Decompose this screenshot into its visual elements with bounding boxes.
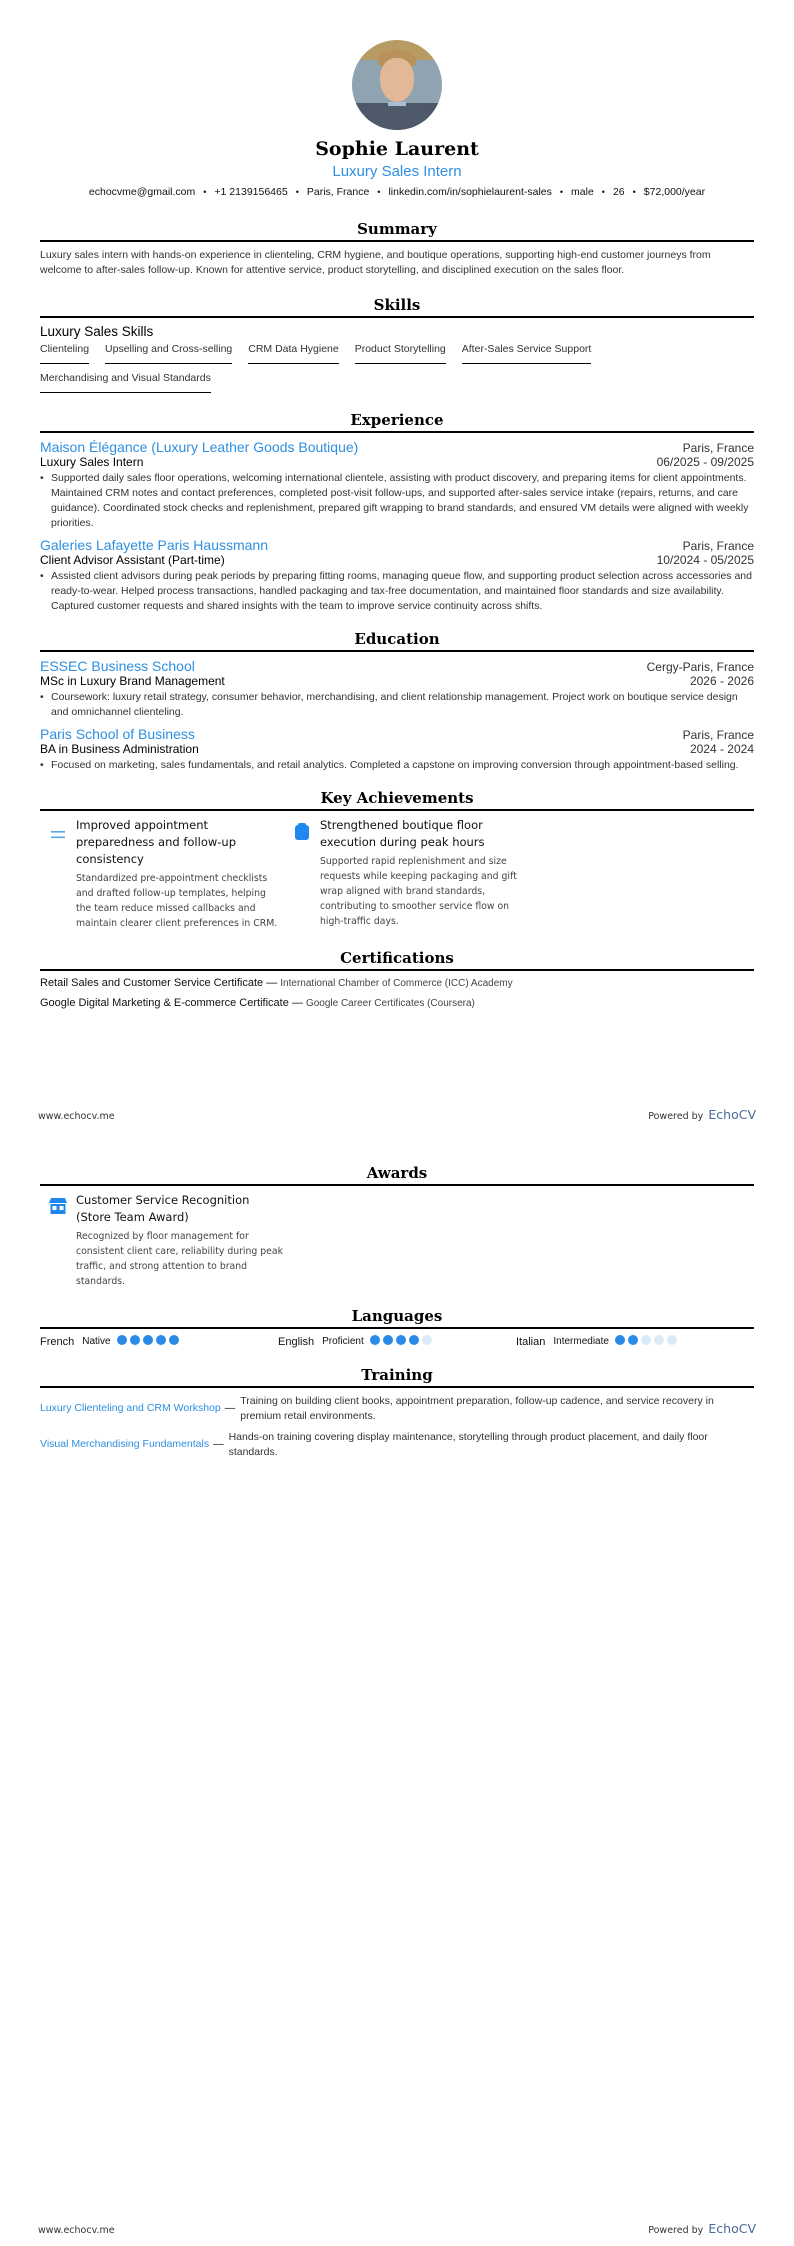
bullet-dot: • (40, 472, 44, 484)
footer-url[interactable]: www.echocv.me (38, 2225, 115, 2236)
skill-tag: CRM Data Hygiene (248, 343, 338, 364)
language-rating (117, 1335, 182, 1348)
section-title-skills: Skills (40, 296, 754, 318)
store-icon (49, 1198, 67, 1214)
certification-item (40, 977, 754, 989)
separator-dot: • (559, 187, 564, 197)
certification-item (40, 997, 754, 1009)
certification-name: Retail Sales and Customer Service Certificate (40, 977, 264, 989)
achievement-card (284, 817, 528, 931)
company-location: Paris, France (682, 441, 754, 455)
language-name: Italian (516, 1335, 546, 1348)
language-item (40, 1335, 278, 1348)
education-entry (40, 658, 754, 720)
contact-age: 26 (612, 186, 625, 198)
training-name[interactable]: Visual Merchandising Fundamentals (40, 1438, 210, 1450)
languages-list (40, 1335, 754, 1348)
company-location: Paris, France (682, 539, 754, 553)
section-title-training: Training (40, 1366, 754, 1388)
section-title-certifications: Certifications (40, 949, 754, 971)
avatar-shirt (366, 106, 428, 130)
rating-dot-filled (143, 1335, 153, 1345)
skill-tag: Product Storytelling (355, 343, 446, 364)
contact-line (0, 186, 794, 198)
dash-separator: — (291, 997, 303, 1009)
resume-header (0, 0, 794, 198)
award-desc: Recognized by floor management for consistent client care, reliability during peak traffic, and strong attention to brand standards. (76, 1231, 283, 1287)
candidate-name: Sophie Laurent (315, 138, 479, 160)
equals-lines-icon (51, 831, 65, 839)
separator-dot: • (377, 187, 381, 197)
language-rating (615, 1335, 680, 1348)
education-header-row (40, 658, 754, 674)
skill-tag: Upselling and Cross-selling (105, 343, 232, 364)
dash-separator: — (266, 977, 278, 989)
language-level: Proficient (322, 1336, 364, 1347)
section-title-summary: Summary (40, 220, 754, 242)
certification-name: Google Digital Marketing & E-commerce Certificate (40, 997, 289, 1009)
achievement-desc: Standardized pre-appointment checklists and drafted follow-up templates, helping the team reduce missed callbacks and maintain clearer client preferences in CRM. (76, 873, 278, 929)
education-bullet-text: Focused on marketing, sales fundamentals, and retail analytics. Completed a capstone on improving conversion through appointment-based selling. (51, 759, 739, 771)
achievement-icon-wrap (284, 817, 320, 931)
language-item (278, 1335, 516, 1348)
training-name[interactable]: Luxury Clienteling and CRM Workshop (40, 1402, 221, 1414)
education-degree-row (40, 674, 754, 688)
skills-section (40, 296, 754, 393)
rating-dot-filled (169, 1335, 179, 1345)
award-icon-wrap (40, 1192, 76, 1289)
rating-dot-empty (422, 1335, 432, 1345)
achievement-card (40, 817, 284, 931)
school-name[interactable]: ESSEC Business School (40, 658, 195, 674)
experience-entry (40, 439, 754, 531)
company-name[interactable]: Maison Élégance (Luxury Leather Goods Boutique) (40, 439, 359, 455)
language-item (516, 1335, 754, 1348)
rating-dot-filled (130, 1335, 140, 1345)
certification-issuer: International Chamber of Commerce (ICC) Academy (280, 978, 513, 989)
dash-separator: — (224, 1402, 236, 1414)
degree-name: MSc in Luxury Brand Management (40, 674, 225, 688)
powered-by-label: Powered by (648, 1111, 704, 1122)
skills-list (40, 343, 754, 393)
contact-linkedin[interactable]: linkedin.com/in/sophielaurent-sales (388, 186, 552, 198)
job-bullet (40, 471, 754, 531)
job-dates: 10/2024 - 05/2025 (656, 553, 754, 567)
language-name: English (278, 1335, 315, 1348)
experience-section (40, 411, 754, 614)
brand-logo[interactable]: EchoCV (708, 1107, 756, 1122)
contact-email[interactable]: echocvme@gmail.com (88, 186, 196, 198)
school-location: Cergy-Paris, France (646, 660, 754, 674)
job-role: Client Advisor Assistant (Part-time) (40, 553, 225, 567)
experience-entry (40, 537, 754, 614)
contact-location: Paris, France (306, 186, 370, 198)
achievement-icon-wrap (40, 817, 76, 931)
job-bullet-text: Assisted client advisors during peak periods by preparing fitting rooms, managing queue flow, and supporting product selection across accessories and ready-to-wear. Helped process transactions, handled packaging and tax-free documentation, and maintained floor standards and size availability. Captured customer requests and shared insights with the team to improve service continuity across shifts. (51, 570, 752, 612)
page-footer (0, 2218, 794, 2237)
bullet-dot: • (40, 570, 44, 582)
job-bullet (40, 569, 754, 614)
separator-dot: • (601, 187, 605, 197)
education-bullet-text: Coursework: luxury retail strategy, consumer behavior, merchandising, and client relationship management. Project work on boutique service design and omnichannel clienteling. (51, 691, 738, 718)
language-name: French (40, 1335, 75, 1348)
section-title-achievements: Key Achievements (40, 789, 754, 811)
education-bullet (40, 758, 754, 773)
company-name[interactable]: Galeries Lafayette Paris Haussmann (40, 537, 268, 553)
experience-role-row (40, 455, 754, 469)
school-name[interactable]: Paris School of Business (40, 726, 195, 742)
language-level: Native (82, 1336, 111, 1347)
contact-phone[interactable]: +1 2139156465 (214, 186, 288, 198)
experience-header-row (40, 537, 754, 553)
skill-tag: Merchandising and Visual Standards (40, 372, 211, 393)
rating-dot-filled (615, 1335, 625, 1345)
languages-section (40, 1307, 754, 1348)
separator-dot: • (632, 187, 636, 197)
rating-dot-filled (117, 1335, 127, 1345)
section-title-languages: Languages (40, 1307, 754, 1329)
brand-logo[interactable]: EchoCV (708, 2221, 756, 2236)
clipboard-icon (295, 823, 309, 840)
job-bullet-text: Supported daily sales floor operations, welcoming international clientele, assisting with product discovery, and preparing items for client appointments. Maintained CRM notes and contact preferences, completed post-visit follow-ups, and supported after-sales service intake (repairs, returns, and care guidance). Coordinated stock checks and replenishment, prepared gift wrapping to brand standards, and ensured VM details were aligned with weekly priorities. (51, 472, 749, 529)
rating-dot-empty (641, 1335, 651, 1345)
resume-page-2 (0, 1164, 794, 1466)
contact-salary: $72,000/year (643, 186, 706, 198)
education-header-row (40, 726, 754, 742)
degree-name: BA in Business Administration (40, 742, 199, 756)
training-item (40, 1394, 754, 1424)
skill-tag: Clienteling (40, 343, 89, 364)
bullet-dot: • (40, 691, 44, 703)
page-footer (0, 1104, 794, 1123)
separator-dot: • (295, 187, 299, 197)
awards-grid (40, 1192, 754, 1289)
training-desc: Training on building client books, appointment preparation, follow-up cadence, and service recovery in premium retail environments. (240, 1395, 714, 1422)
dash-separator: — (213, 1438, 224, 1450)
footer-url[interactable]: www.echocv.me (38, 1111, 115, 1122)
skill-tag: After-Sales Service Support (462, 343, 592, 364)
achievement-title: Improved appointment preparedness and follow-up consistency (76, 818, 236, 866)
resume-page-1 (0, 0, 794, 1017)
skills-group-title: Luxury Sales Skills (40, 324, 154, 339)
education-entry (40, 726, 754, 773)
powered-by-label: Powered by (648, 2225, 704, 2236)
training-desc: Hands-on training covering display maintenance, storytelling through product placement, and daily floor standards. (228, 1431, 708, 1458)
section-title-awards: Awards (40, 1164, 754, 1186)
separator-dot: • (203, 187, 207, 197)
job-dates: 06/2025 - 09/2025 (656, 455, 754, 469)
bullet-dot: • (40, 759, 44, 771)
summary-text: Luxury sales intern with hands-on experience in clienteling, CRM hygiene, and boutique operations, supporting high-end customer journeys from welcome to after-sales follow-up. Known for attentive service, product storytelling, and disciplined execution on the sales floor. (40, 249, 711, 276)
avatar (352, 40, 442, 130)
achievement-title: Strengthened boutique floor execution during peak hours (320, 818, 485, 849)
experience-header-row (40, 439, 754, 455)
education-bullet (40, 690, 754, 720)
training-section (40, 1366, 754, 1460)
summary-section (40, 220, 754, 278)
rating-dot-filled (396, 1335, 406, 1345)
achievement-body (76, 817, 284, 931)
education-degree-row (40, 742, 754, 756)
contact-gender: male (571, 186, 594, 198)
footer-powered (648, 2218, 756, 2237)
education-section (40, 630, 754, 773)
rating-dot-empty (667, 1335, 677, 1345)
achievements-section (40, 789, 754, 931)
rating-dot-filled (370, 1335, 380, 1345)
school-location: Paris, France (682, 728, 754, 742)
avatar-face (380, 58, 414, 102)
award-card (40, 1192, 284, 1289)
award-body (76, 1192, 284, 1289)
language-rating (370, 1335, 435, 1348)
rating-dot-filled (383, 1335, 393, 1345)
experience-role-row (40, 553, 754, 567)
degree-dates: 2026 - 2026 (689, 674, 754, 688)
training-item (40, 1430, 754, 1460)
rating-dot-filled (409, 1335, 419, 1345)
rating-dot-empty (654, 1335, 664, 1345)
achievement-desc: Supported rapid replenishment and size requests while keeping packaging and gift wrap aligned with brand standards, contributing to smoother service flow on high-traffic days. (320, 856, 517, 927)
section-title-education: Education (40, 630, 754, 652)
achievement-body (320, 817, 528, 931)
rating-dot-filled (628, 1335, 638, 1345)
candidate-title: Luxury Sales Intern (332, 163, 462, 180)
award-title: Customer Service Recognition (Store Team Award) (76, 1193, 250, 1224)
section-title-experience: Experience (40, 411, 754, 433)
certifications-section (40, 949, 754, 1009)
footer-powered (648, 1104, 756, 1123)
rating-dot-filled (156, 1335, 166, 1345)
language-level: Intermediate (553, 1336, 609, 1347)
awards-section (40, 1164, 754, 1289)
degree-dates: 2024 - 2024 (689, 742, 754, 756)
achievements-grid (40, 817, 754, 931)
job-role: Luxury Sales Intern (40, 455, 144, 469)
certification-issuer: Google Career Certificates (Coursera) (305, 998, 475, 1009)
